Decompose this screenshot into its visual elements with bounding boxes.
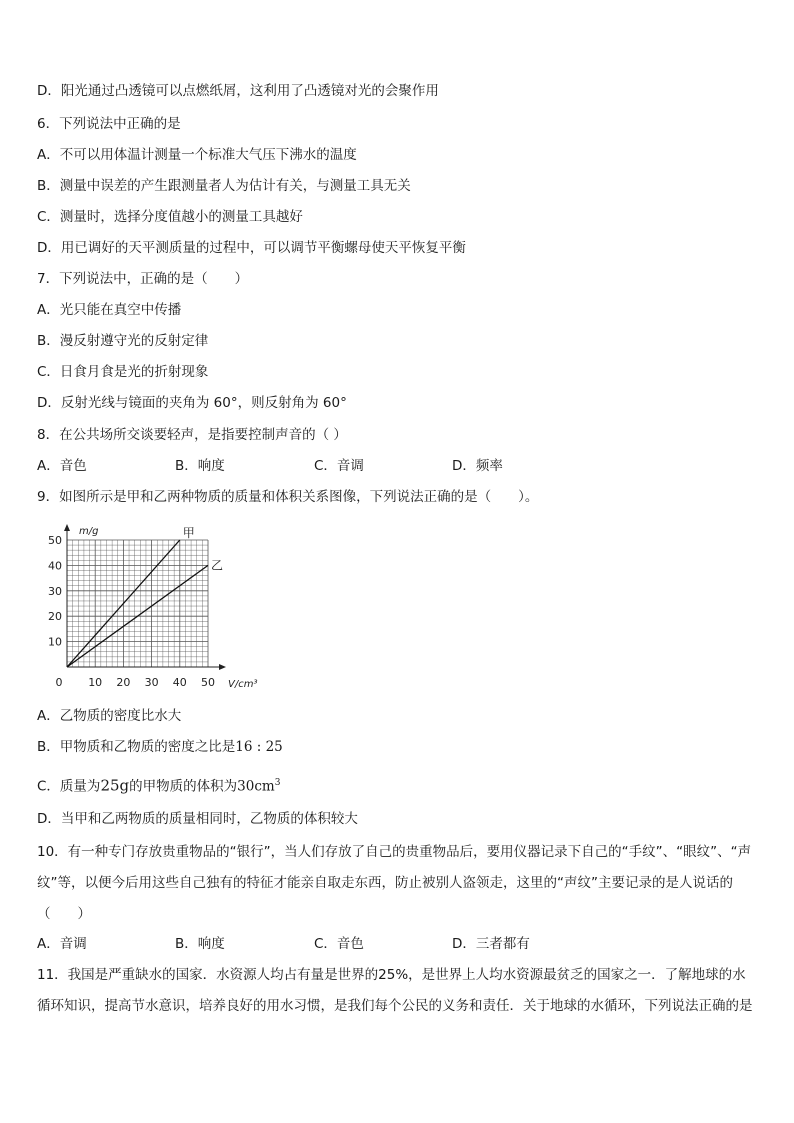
graph-axes: [64, 524, 226, 670]
q6-option-b: B．测量中误差的产生跟测量者人为估计有关，与测量工具无关: [37, 178, 411, 194]
q7-option-c: C．日食月食是光的折射现象: [37, 364, 209, 380]
q6-option-a: A．不可以用体温计测量一个标准大气压下沸水的温度: [37, 147, 357, 163]
y-tick-label: 10: [48, 635, 62, 649]
graph-series: [67, 526, 223, 667]
y-axis-arrow: [64, 524, 70, 531]
y-tick-label: 20: [48, 610, 62, 624]
q9-option-b-text: B．甲物质和乙物质的密度之比是: [37, 739, 236, 755]
x-axis-label: V/cm³: [228, 679, 258, 690]
graph-ticks: [48, 534, 215, 689]
q7-stem: 7．下列说法中，正确的是（ ）: [37, 271, 249, 287]
q9-stem: 9．如图所示是甲和乙两种物质的质量和体积关系图像，下列说法正确的是（ ）。: [37, 489, 539, 505]
y-tick-label: 50: [48, 534, 62, 547]
q6-option-d: D．用已调好的天平测质量的过程中，可以调节平衡螺母使天平恢复平衡: [37, 240, 466, 256]
q10-stem: 10．有一种专门存放贵重物品的“银行”，当人们存放了自己的贵重物品后，要用仪器记录下自己的“手纹”、“眼纹”、“声纹”等，以便今后用这些自己独有的特征才能亲自取走东西，防止被别人盗领走，这里的“声纹”主要记录的是人说话的（ ）: [37, 844, 752, 922]
q9-option-a: A．乙物质的密度比水大: [37, 708, 182, 724]
series-label-1: 乙: [211, 558, 224, 573]
q9-option-b-ratio: 16 : 25: [235, 739, 283, 755]
q10-option-d: D．三者都有: [452, 936, 530, 952]
q9-option-c-exponent: 3: [274, 778, 281, 788]
q11-stem: 11．我国是严重缺水的国家．水资源人均占有量是世界的25%，是世界上人均水资源最贫乏的国家之一．了解地球的水循环知识，提高节水意识，培养良好的用水习惯，是我们每个公民的义务和责任．关于地球的水循环，下列说法正确的是: [37, 967, 753, 1014]
q10-option-b: B．响度: [175, 936, 225, 952]
graph-grid: [67, 540, 208, 667]
q7-option-b: B．漫反射遵守光的反射定律: [37, 333, 209, 349]
q8-option-a: A．音色: [37, 458, 87, 474]
q7-option-a: A．光只能在真空中传播: [37, 302, 182, 318]
q5-option-d: D．阳光通过凸透镜可以点燃纸屑，这利用了凸透镜对光的会聚作用: [37, 83, 439, 99]
q8-stem: 8．在公共场所交谈要轻声，是指要控制声音的（ ）: [37, 427, 347, 443]
q9-option-b: [37, 737, 283, 757]
x-tick-label: 50: [201, 676, 215, 689]
x-tick-label: 20: [116, 676, 131, 689]
q8-option-b: B．响度: [175, 458, 225, 474]
y-tick-label: 30: [48, 584, 62, 598]
q8-option-d: D．频率: [452, 458, 503, 474]
x-tick-label: 10: [88, 676, 103, 689]
x-axis-arrow: [219, 664, 226, 670]
y-tick-label: 40: [48, 559, 62, 573]
q6-option-c: C．测量时，选择分度值越小的测量工具越好: [37, 209, 303, 225]
mass-volume-graph: [36, 520, 271, 698]
q9-option-c-text2: 的甲物质的体积为: [129, 778, 238, 795]
q9-option-c: [37, 773, 280, 797]
x-tick-label: 0: [55, 676, 63, 689]
q10-option-c: C．音色: [314, 936, 364, 952]
series-label-0: 甲: [182, 526, 195, 540]
q7-option-d: D．反射光线与镜面的夹角为 60°，则反射角为 60°: [37, 395, 347, 411]
q9-option-c-volume: 30cm: [237, 778, 275, 795]
q8-option-c: C．音调: [314, 458, 364, 474]
q9-option-c-mass: 25g: [100, 776, 130, 795]
x-tick-label: 30: [144, 676, 159, 689]
q6-stem: 6．下列说法中正确的是: [37, 116, 181, 132]
q9-option-c-text: C．质量为: [37, 778, 101, 795]
y-axis-label: m/g: [79, 526, 99, 537]
x-tick-label: 40: [172, 676, 187, 689]
q10-option-a: A．音调: [37, 936, 87, 952]
q9-option-d: D．当甲和乙两物质的质量相同时，乙物质的体积较大: [37, 811, 358, 827]
